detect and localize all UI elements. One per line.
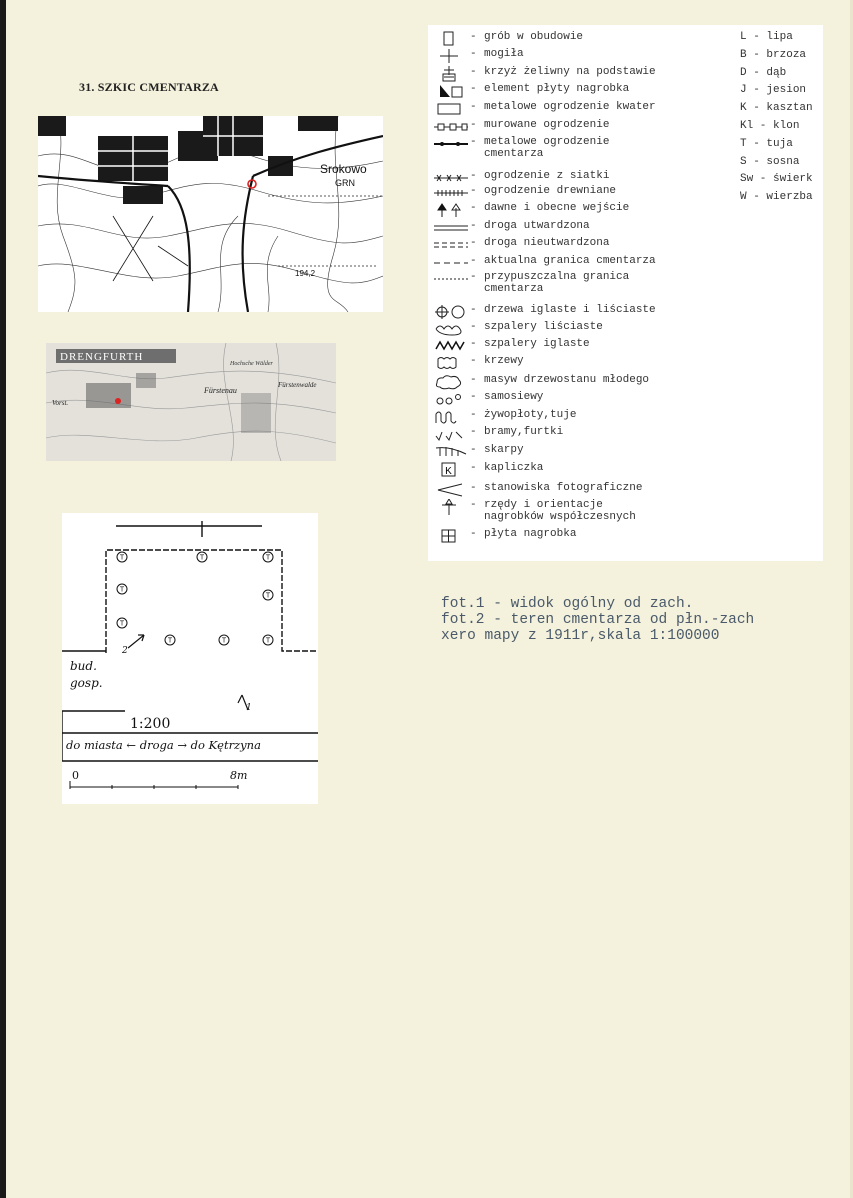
legend-dash: - (470, 271, 477, 283)
legend-item (432, 119, 609, 135)
map-label-b: Vorst. (52, 399, 69, 407)
legend-dash: - (470, 338, 477, 350)
tree-species-item (740, 173, 813, 191)
legend-item (432, 391, 543, 407)
tree-species-item (740, 138, 813, 156)
page-binding-edge (0, 0, 6, 1198)
tree-code: K (740, 102, 747, 115)
tree-name: sosna (766, 155, 800, 168)
legend-item-label: masyw drzewostanu młodego (484, 374, 650, 386)
legend-item (432, 338, 590, 354)
legend-item (432, 237, 609, 253)
legend-dash: - (470, 237, 477, 249)
tree-symbol-code: T (221, 637, 227, 645)
legend-item (432, 444, 524, 460)
legend-dash: - (470, 444, 477, 456)
legend-dash: - (470, 136, 477, 148)
legend-item-label: przypuszczalna granica cmentarza (484, 271, 630, 295)
tree-symbol-code: T (119, 620, 125, 628)
sketch-drawing (62, 513, 318, 804)
legend-item-label: drzewa iglaste i liściaste (484, 304, 656, 316)
tree-symbol-code: T (265, 592, 271, 600)
tree-dash: - (746, 66, 767, 79)
wooden-fence-icon (432, 185, 470, 201)
map-label-d: Hochsche Wälder (230, 361, 273, 367)
legend-dash: - (470, 426, 477, 438)
brick-fence-icon (432, 119, 470, 135)
map-town-label: DRENGFURTH (60, 351, 144, 363)
legend-dash: - (470, 185, 477, 197)
tree-symbol-code: T (119, 586, 125, 594)
legend-item-label: aktualna granica cmentarza (484, 255, 656, 267)
legend-item-label: żywopłoty,tuje (484, 409, 577, 421)
legend-item-label: płyta nagrobka (484, 528, 577, 540)
legend-item-label: bramy,furtki (484, 426, 564, 438)
legend-dash: - (470, 355, 477, 367)
tree-symbol-code: T (265, 637, 271, 645)
tree-dash: - (746, 48, 767, 61)
legend-item (432, 528, 576, 544)
legend-item (432, 355, 524, 371)
tree-symbol-code: T (119, 554, 125, 562)
legend-item-label: element płyty nagrobka (484, 83, 630, 95)
tree-code: T (740, 137, 747, 150)
tree-symbol-code: T (199, 554, 205, 562)
tree-dash: - (746, 84, 767, 97)
legend-item (432, 66, 656, 82)
map-label-a: Fürstenau (204, 386, 237, 395)
legend-dash: - (470, 391, 477, 403)
legend-dash: - (470, 48, 477, 60)
legend-item (432, 426, 563, 442)
legend-item-label: rzędy i orientacje nagrobków współczesnych (484, 499, 636, 523)
legend-item-label: ogrodzenie drewniane (484, 185, 617, 197)
legend-dash: - (470, 462, 477, 474)
tree-species-item (740, 67, 813, 85)
map-place-label: Srokowo (320, 162, 367, 176)
legend-item (432, 170, 609, 186)
legend-item-label: samosiewy (484, 391, 544, 403)
legend-item-label: mogiła (484, 48, 524, 60)
legend-item-label: metalowe ogrodzenie cmentarza (484, 136, 610, 160)
slab-element-icon (432, 83, 470, 99)
tree-name: świerk (773, 173, 813, 186)
iron-cross-icon (432, 66, 470, 82)
metal-plot-fence-icon (432, 101, 470, 117)
photo-note-1: fot.1 - widok ogólny od zach. (441, 596, 694, 612)
map-1911-drawing (46, 343, 336, 461)
historic-map-1911 (46, 343, 336, 461)
legend-item (432, 48, 524, 64)
tree-name: jesion (766, 84, 807, 97)
tree-code: W (740, 191, 747, 204)
legend-item (432, 202, 629, 218)
tree-code: Kl (740, 119, 754, 132)
tree-name: wierzba (766, 191, 813, 204)
map-label-c: Fürstenwalde (278, 381, 317, 389)
boundary-dashed-icon (432, 255, 470, 271)
legend-dash: - (470, 119, 477, 131)
tree-dash: - (746, 137, 767, 150)
legend-item (432, 321, 603, 337)
legend-dash: - (470, 31, 477, 43)
topographic-map-srokowo (38, 116, 383, 312)
legend-item-label: droga nieutwardzona (484, 237, 610, 249)
legend-item-label: murowane ogrodzenie (484, 119, 610, 131)
legend-item-label: skarpy (484, 444, 524, 456)
legend-item (432, 220, 590, 236)
tree-species-item (740, 84, 813, 102)
deciduous-row-icon (432, 321, 470, 337)
tree-symbol-code: T (265, 554, 271, 562)
tree-symbol-code: T (167, 637, 173, 645)
scale-end-label: 8m (230, 769, 248, 782)
paved-road-icon (432, 220, 470, 236)
tree-species-item (740, 102, 813, 120)
building-label-2: gosp. (70, 676, 103, 690)
legend-dash: - (470, 482, 477, 494)
svg-text:K: K (445, 466, 452, 477)
tree-species-item (740, 31, 813, 49)
legend-item (432, 482, 642, 498)
page-title: 31. SZKIC CMENTARZA (79, 80, 219, 94)
trees-icon (432, 304, 470, 320)
photo-position-1-label: 1 (246, 703, 252, 713)
tree-species-list (740, 31, 813, 209)
legend-item-label: dawne i obecne wejście (484, 202, 630, 214)
cemetery-sketch (62, 513, 318, 804)
tree-dash: - (746, 102, 767, 115)
photo-notes (441, 596, 754, 644)
row-orientation-icon (432, 499, 470, 515)
tree-name: brzoza (766, 48, 807, 61)
legend-item (432, 409, 576, 425)
boundary-dotted-icon (432, 271, 470, 287)
legend-dash: - (470, 528, 477, 540)
legend-item (432, 499, 636, 523)
tree-name: kasztan (766, 102, 813, 115)
tree-code: J (740, 84, 747, 97)
map-elevation-label: 194,2 (295, 269, 316, 278)
tomb-slab-icon (432, 528, 470, 544)
legend-item-label: kapliczka (484, 462, 544, 474)
tree-code: B (740, 48, 747, 61)
conifer-row-icon (432, 338, 470, 354)
tree-dash: - (753, 173, 774, 186)
cemetery-marker-icon (115, 398, 121, 404)
map-srokowo-drawing (38, 116, 383, 312)
legend-item-label: metalowe ogrodzenie kwater (484, 101, 656, 113)
legend-item-label: krzyż żeliwny na podstawie (484, 66, 656, 78)
legend-dash: - (470, 499, 477, 511)
legend-item-label: szpalery liściaste (484, 321, 603, 333)
chapel-icon (432, 462, 470, 478)
scale-start-label: 0 (72, 769, 79, 782)
tree-species-item (740, 49, 813, 67)
road-direction-label: do miasta ← droga → do Kętrzyna (66, 738, 261, 752)
legend-item (432, 185, 616, 201)
legend-item (432, 136, 610, 160)
tree-species-item (740, 156, 813, 174)
tree-code: L (740, 31, 747, 43)
mound-grave-icon (432, 48, 470, 64)
legend-item (432, 255, 656, 271)
bushes-icon (432, 355, 470, 371)
gate-icon (432, 426, 470, 442)
legend-item-label: krzewy (484, 355, 524, 367)
legend-item (432, 304, 656, 320)
legend-dash: - (470, 409, 477, 421)
legend-item (432, 101, 656, 117)
legend-item (432, 374, 649, 390)
hedge-icon (432, 409, 470, 425)
legend-item-label: ogrodzenie z siatki (484, 170, 610, 182)
legend-item-label: szpalery iglaste (484, 338, 590, 350)
legend-item (432, 462, 543, 478)
tree-dash: - (746, 155, 767, 168)
legend-dash: - (470, 83, 477, 95)
grave-enclosure-icon (432, 31, 470, 47)
legend-dash: - (470, 220, 477, 232)
legend-dash: - (470, 255, 477, 267)
legend-item (432, 271, 630, 295)
legend-dash: - (470, 66, 477, 78)
legend-dash: - (470, 170, 477, 182)
legend-item-label: stanowiska fotograficzne (484, 482, 643, 494)
scale-bar (70, 781, 238, 789)
self-seeded-icon (432, 391, 470, 407)
young-stand-icon (432, 374, 470, 390)
tree-code: D (740, 66, 747, 79)
map-note: xero mapy z 1911r,skala 1:100000 (441, 628, 720, 644)
unpaved-road-icon (432, 237, 470, 253)
tree-dash: - (753, 119, 774, 132)
tree-species-item (740, 191, 813, 209)
legend-dash: - (470, 304, 477, 316)
legend-dash: - (470, 202, 477, 214)
building-label-1: bud. (70, 659, 97, 673)
tree-code: Sw (740, 173, 754, 186)
legend-dash: - (470, 101, 477, 113)
legend-item (432, 83, 629, 99)
tree-name: dąb (766, 66, 787, 79)
map-sub-label: GRN (335, 178, 355, 188)
photo-position-2-label: 2 (122, 646, 128, 656)
metal-fence-icon (432, 136, 470, 152)
map-legend (428, 25, 823, 561)
tree-name: lipa (766, 31, 793, 43)
photo-note-2: fot.2 - teren cmentarza od płn.-zach (441, 612, 755, 628)
legend-item-label: droga utwardzona (484, 220, 590, 232)
tree-name: tuja (766, 137, 793, 150)
tree-name: klon (773, 119, 800, 132)
mesh-fence-icon (432, 170, 470, 186)
photo-position-icon (432, 482, 470, 498)
legend-item (432, 31, 583, 47)
legend-item-label: grób w obudowie (484, 31, 584, 43)
legend-dash: - (470, 374, 477, 386)
legend-dash: - (470, 321, 477, 333)
tree-dash: - (746, 31, 767, 43)
tree-dash: - (746, 191, 767, 204)
sketch-scale-label: 1:200 (130, 716, 171, 732)
escarpment-icon (432, 444, 470, 460)
tree-code: S (740, 155, 747, 168)
tree-species-item (740, 120, 813, 138)
entrance-arrow-icon (432, 202, 470, 218)
